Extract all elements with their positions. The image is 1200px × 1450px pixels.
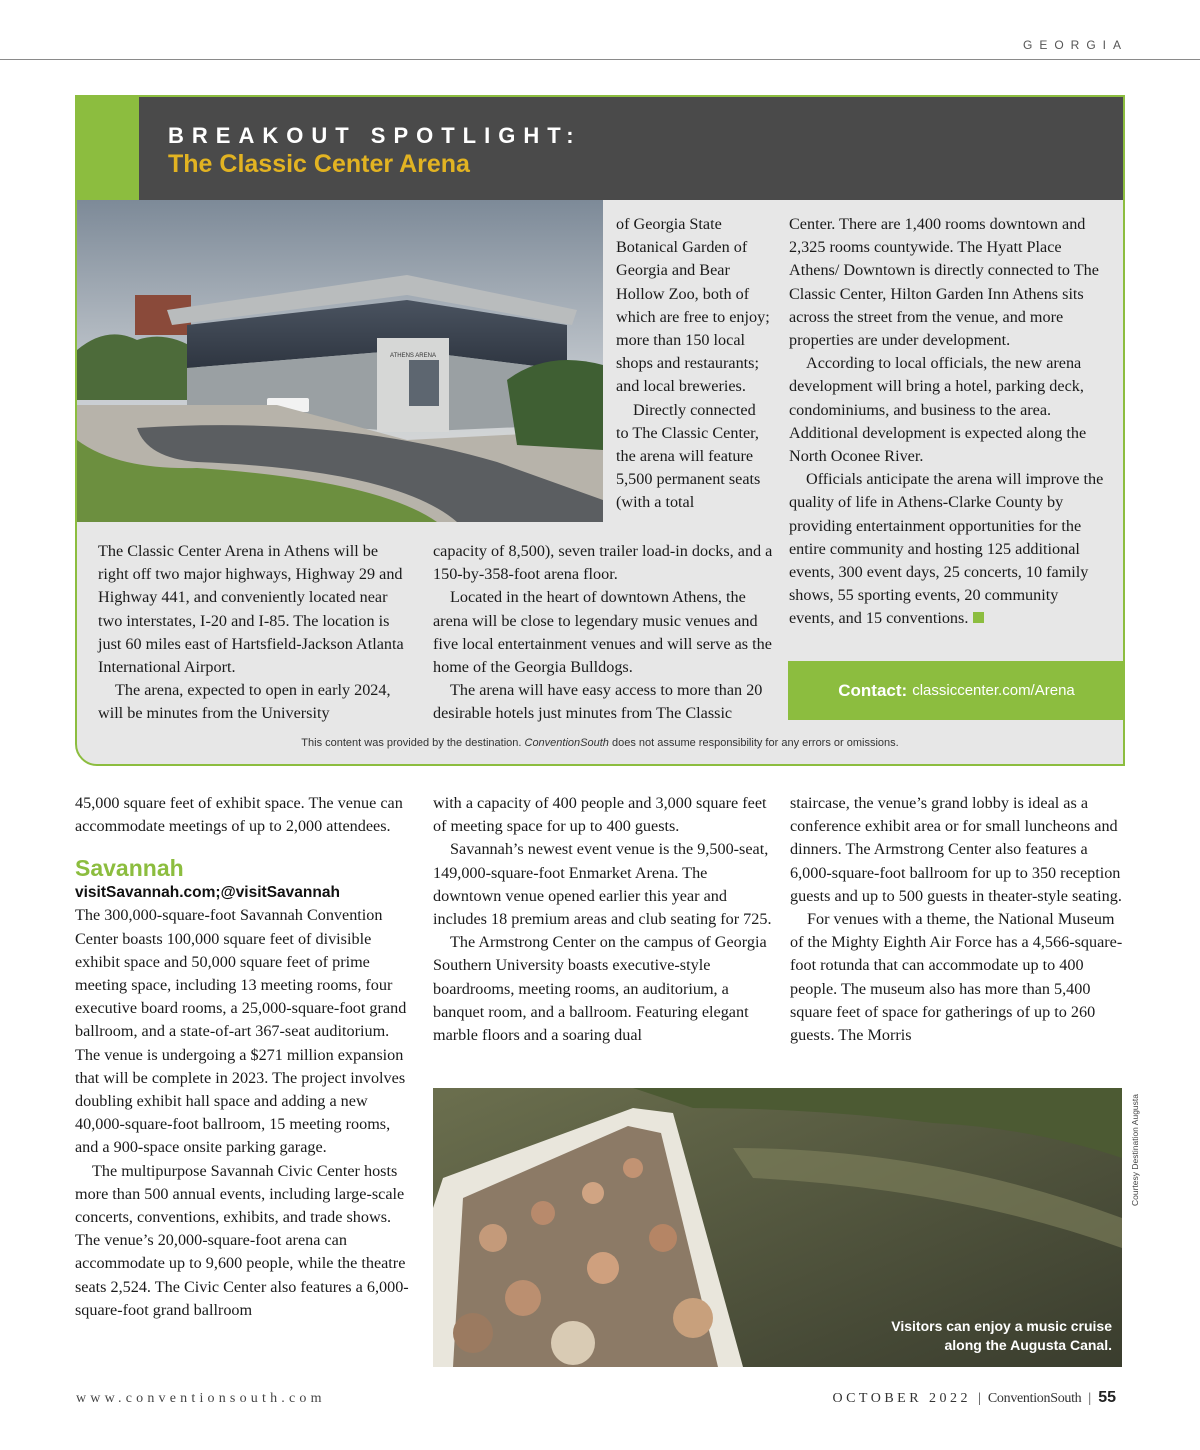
- trees-left: [77, 334, 197, 400]
- spotlight-paragraph: The Classic Center Arena in Athens will be right off two major highways, Highway 29 and Highway 441, and conveniently located near two interstates, I-20 and I-85. The location is just 60 miles east of Hartsfield-Jackson Atlanta International Airport.: [98, 542, 404, 677]
- article-paragraph: The Armstrong Center on the campus of Georgia Southern University boasts executive-style boardrooms, meeting rooms, an auditorium, a banquet room, and a ballroom. Featuring elegant marble floors and a soaring dual: [433, 933, 767, 1045]
- article-paragraph: with a capacity of 400 people and 3,000 square feet of meeting space for up to 400 guests.: [433, 794, 767, 836]
- article-paragraph: Savannah’s newest event venue is the 9,500-seat, 149,000-square-foot Enmarket Arena. The downtown venue opened earlier this year and includes 18 premium areas and club seating for 725.: [433, 840, 772, 929]
- spotlight-col-b: [616, 213, 772, 515]
- passenger: [551, 1321, 595, 1365]
- spotlight-paragraph-last: [789, 468, 1107, 630]
- passenger: [587, 1252, 619, 1284]
- footer-separator: |: [978, 1391, 981, 1406]
- spotlight-col-a: [98, 540, 410, 726]
- spotlight-paragraph: Located in the heart of downtown Athens, the arena will be close to legendary music venues and five local entertainment venues and will serve as the home of the Georgia Bulldogs.: [433, 588, 772, 677]
- spotlight-paragraph: Directly connected to The Classic Center, the arena will feature 5,500 permanent seats (with a total: [616, 400, 761, 512]
- arena-rendering-image: [77, 200, 603, 522]
- footer-magazine: ConventionSouth: [987, 1391, 1082, 1406]
- spotlight-paragraph: of Georgia State Botanical Garden of Georgia and Bear Hollow Zoo, both of which are free to enjoy; more than 150 local shops and restaurants; and local breweries.: [616, 215, 770, 396]
- disclaimer-magazine: ConventionSouth: [524, 737, 609, 749]
- state-label: GEORGIA: [1022, 38, 1128, 52]
- contact-box: [788, 661, 1125, 720]
- passenger: [623, 1158, 643, 1178]
- article-col-3: [790, 792, 1130, 1047]
- spotlight-kicker: BREAKOUT SPOTLIGHT:: [168, 123, 582, 148]
- spotlight-paragraph: According to local officials, the new arena development will bring a hotel, parking deck, condominiums, and business to the area. Additional development is expected along the North Oconee River.: [789, 354, 1087, 466]
- spotlight-paragraph: The arena will have easy access to more than 20 desirable hotels just minutes from The Classic: [433, 681, 763, 723]
- passenger: [649, 1224, 677, 1252]
- photo-credit: Courtesy Destination Augusta: [1130, 1094, 1140, 1206]
- spotlight-col-d: [789, 213, 1107, 631]
- article-paragraph: 45,000 square feet of exhibit space. The venue can accommodate meetings of up to 2,000 attendees.: [75, 794, 403, 836]
- footer-website: www.conventionsouth.com: [76, 1391, 326, 1406]
- arena-mural: [409, 360, 439, 406]
- spotlight-paragraph: capacity of 8,500), seven trailer load-in docks, and a 150-by-358-foot arena floor.: [433, 542, 773, 584]
- spotlight-header: [139, 97, 1123, 200]
- end-mark-icon: [973, 612, 984, 623]
- disclaimer: [77, 737, 1123, 749]
- passenger: [531, 1201, 555, 1225]
- photo-caption: Visitors can enjoy a music cruise along the Augusta Canal.: [891, 1318, 1112, 1353]
- top-rule: [0, 59, 1200, 60]
- disclaimer-text-b: does not assume responsibility for any errors or omissions.: [611, 737, 899, 749]
- article-paragraph: For venues with a theme, the National Museum of the Mighty Eighth Air Force has a 4,566-square-foot rotunda that can accommodate up to 400 people. The museum also has more than 5,400 square feet of space for gatherings of up to 260 guests. The Morris: [790, 910, 1123, 1045]
- spotlight-box: [75, 95, 1125, 766]
- section-heading-savannah: Savannah: [75, 855, 184, 882]
- passenger: [673, 1298, 713, 1338]
- passenger: [505, 1280, 541, 1316]
- arena-sign-text: ATHENS ARENA: [390, 353, 436, 359]
- footer-separator: |: [1088, 1391, 1092, 1406]
- article-col-1: [75, 792, 415, 1322]
- passenger: [479, 1224, 507, 1252]
- article-paragraph: staircase, the venue’s grand lobby is ideal as a conference exhibit area or for small luncheons and dinners. The Armstrong Center also features a 6,000-square-foot ballroom for up to 350 reception guests and up to 500 guests in theater-style seating.: [790, 794, 1122, 905]
- page-number: 55: [1098, 1389, 1116, 1406]
- footer-issue-info: [832, 1389, 1116, 1407]
- passenger: [453, 1313, 493, 1353]
- spotlight-paragraph: The arena, expected to open in early 2024, will be minutes from the University: [98, 681, 391, 723]
- article-col-2: [433, 792, 773, 1047]
- spotlight-col-c: [433, 540, 773, 726]
- spotlight-title: The Classic Center Arena: [168, 150, 470, 178]
- section-link-savannah[interactable]: visitSavannah.com;@visitSavannah: [75, 884, 340, 902]
- passenger: [582, 1182, 604, 1204]
- article-paragraph: The multipurpose Savannah Civic Center hosts more than 500 annual events, including large-scale concerts, conventions, exhibits, and trade shows. The venue’s 20,000-square-foot arena can accommodate up to 9,600 people, while the theatre seats 2,524. The Civic Center also features a 6,000-square-foot grand ballroom: [75, 1161, 409, 1319]
- contact-label: Contact:: [838, 680, 908, 700]
- footer-issue: OCTOBER 2022: [832, 1391, 972, 1406]
- article-paragraph: The 300,000-square-foot Savannah Convention Center boasts 100,000 square feet of divisible exhibit space and 50,000 square feet of prime meeting space, including 13 meeting rooms, four executive board rooms, a 25,000-square-foot grand ballroom, and a state-of-art 367-seat auditorium. The venue is undergoing a $271 million expansion that will be complete in 2023. The project involves doubling exhibit hall space and adding a new 40,000-square-foot ballroom, 15 meeting rooms, and a 900-space onsite parking garage.: [75, 906, 407, 1157]
- contact-link[interactable]: classiccenter.com/Arena: [912, 682, 1075, 699]
- trees-right: [507, 360, 603, 450]
- spotlight-green-tab: [77, 97, 139, 200]
- spotlight-paragraph-text: Officials anticipate the arena will improve the quality of life in Athens-Clarke County by providing entertainment opportunities for the entire community and hosting 125 additional events, 300 event days, 25 concerts, 10 family shows, 55 sporting events, 20 community events, and 15 conventions.: [789, 470, 1104, 628]
- spotlight-paragraph: Center. There are 1,400 rooms downtown and 2,325 rooms countywide. The Hyatt Place Athens/ Downtown is directly connected to The Classic Center, Hilton Garden Inn Athens sits across the street from the venue, and more properties are under development.: [789, 215, 1099, 350]
- disclaimer-text-a: This content was provided by the destination.: [301, 737, 522, 749]
